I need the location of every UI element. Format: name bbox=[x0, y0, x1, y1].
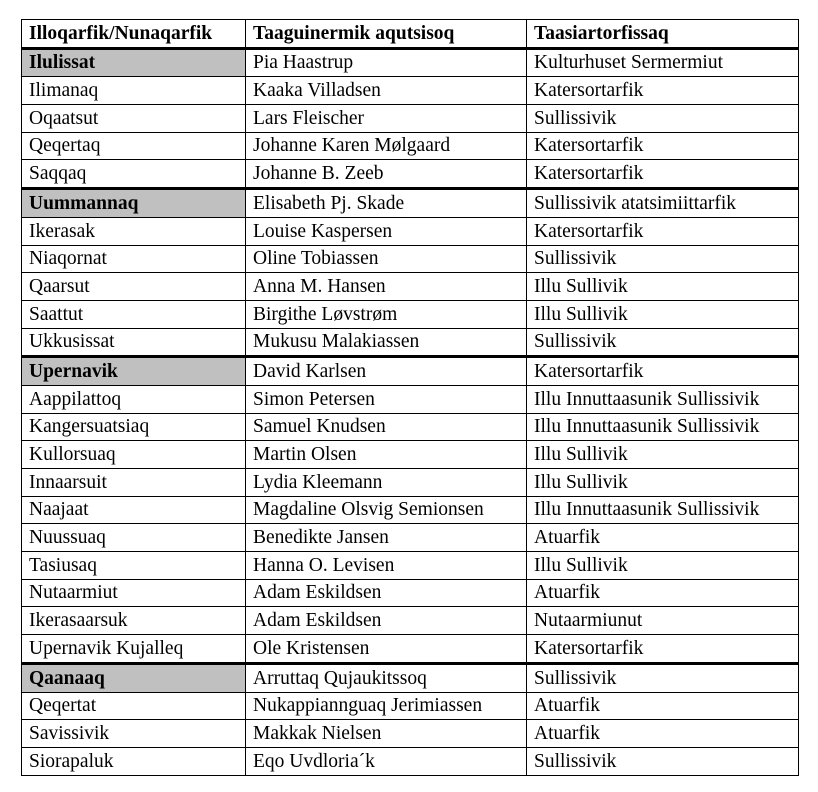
header-venue: Taasiartorfissaq bbox=[527, 20, 799, 49]
table-row bbox=[22, 441, 799, 469]
cell-person: Pia Haastrup bbox=[246, 48, 527, 77]
cell-place: Qeqertat bbox=[22, 692, 246, 720]
cell-venue: Kulturhuset Sermermiut bbox=[527, 48, 799, 77]
cell-place: Innaarsuit bbox=[22, 469, 246, 497]
table-row bbox=[22, 552, 799, 580]
table-row bbox=[22, 328, 799, 357]
table-row bbox=[22, 720, 799, 748]
cell-person: Adam Eskildsen bbox=[246, 607, 527, 635]
cell-venue: Illu Innuttaasunik Sullissivik bbox=[527, 413, 799, 441]
table-row-group bbox=[22, 48, 799, 77]
table-row bbox=[22, 635, 799, 664]
cell-person: Louise Kaspersen bbox=[246, 217, 527, 245]
table-row bbox=[22, 77, 799, 105]
table-row bbox=[22, 579, 799, 607]
cell-person: Martin Olsen bbox=[246, 441, 527, 469]
table-row bbox=[22, 413, 799, 441]
cell-place: Kullorsuaq bbox=[22, 441, 246, 469]
cell-venue: Katersortarfik bbox=[527, 132, 799, 160]
cell-place: Qeqertaq bbox=[22, 132, 246, 160]
cell-place: Qaanaaq bbox=[22, 663, 246, 692]
cell-place: Saqqaq bbox=[22, 160, 246, 189]
table-row bbox=[22, 607, 799, 635]
cell-person: Nukappiannguaq Jerimiassen bbox=[246, 692, 527, 720]
cell-venue: Sullissivik bbox=[527, 663, 799, 692]
table-row bbox=[22, 469, 799, 497]
cell-place: Upernavik bbox=[22, 357, 246, 386]
cell-person: Ole Kristensen bbox=[246, 635, 527, 664]
cell-venue: Sullissivik bbox=[527, 105, 799, 133]
cell-venue: Illu Innuttaasunik Sullissivik bbox=[527, 496, 799, 524]
cell-place: Tasiusaq bbox=[22, 552, 246, 580]
cell-place: Uummannaq bbox=[22, 189, 246, 218]
cell-venue: Katersortarfik bbox=[527, 160, 799, 189]
cell-venue: Illu Sullivik bbox=[527, 273, 799, 301]
schedule-table bbox=[21, 19, 799, 776]
table-row bbox=[22, 105, 799, 133]
cell-person: Magdaline Olsvig Semionsen bbox=[246, 496, 527, 524]
header-place: Illoqarfik/Nunaqarfik bbox=[22, 20, 246, 49]
cell-venue: Illu Innuttaasunik Sullissivik bbox=[527, 385, 799, 413]
cell-person: Hanna O. Levisen bbox=[246, 552, 527, 580]
cell-venue: Nutaarmiunut bbox=[527, 607, 799, 635]
cell-person: Johanne Karen Mølgaard bbox=[246, 132, 527, 160]
cell-person: Lars Fleischer bbox=[246, 105, 527, 133]
cell-venue: Katersortarfik bbox=[527, 217, 799, 245]
cell-venue: Illu Sullivik bbox=[527, 441, 799, 469]
cell-venue: Sullissivik bbox=[527, 747, 799, 775]
table-row bbox=[22, 132, 799, 160]
cell-place: Kangersuatsiaq bbox=[22, 413, 246, 441]
table-row-group bbox=[22, 357, 799, 386]
cell-person: Adam Eskildsen bbox=[246, 579, 527, 607]
cell-venue: Atuarfik bbox=[527, 720, 799, 748]
cell-place: Ilimanaq bbox=[22, 77, 246, 105]
table-row bbox=[22, 747, 799, 775]
header-row bbox=[22, 20, 799, 49]
cell-place: Nuussuaq bbox=[22, 524, 246, 552]
table-row bbox=[22, 300, 799, 328]
cell-venue: Illu Sullivik bbox=[527, 469, 799, 497]
table-row bbox=[22, 496, 799, 524]
cell-place: Aappilattoq bbox=[22, 385, 246, 413]
cell-person: Eqo Uvdloria´k bbox=[246, 747, 527, 775]
cell-venue: Atuarfik bbox=[527, 524, 799, 552]
cell-place: Naajaat bbox=[22, 496, 246, 524]
table-row bbox=[22, 217, 799, 245]
cell-person: Anna M. Hansen bbox=[246, 273, 527, 301]
cell-venue: Atuarfik bbox=[527, 579, 799, 607]
cell-venue: Katersortarfik bbox=[527, 635, 799, 664]
table-row bbox=[22, 385, 799, 413]
cell-person: Makkak Nielsen bbox=[246, 720, 527, 748]
cell-venue: Katersortarfik bbox=[527, 77, 799, 105]
cell-place: Oqaatsut bbox=[22, 105, 246, 133]
cell-person: David Karlsen bbox=[246, 357, 527, 386]
cell-person: Kaaka Villadsen bbox=[246, 77, 527, 105]
table-row bbox=[22, 273, 799, 301]
header-person: Taaguinermik aqutsisoq bbox=[246, 20, 527, 49]
table-row bbox=[22, 245, 799, 273]
table-row bbox=[22, 524, 799, 552]
table-row bbox=[22, 692, 799, 720]
cell-person: Oline Tobiassen bbox=[246, 245, 527, 273]
cell-person: Lydia Kleemann bbox=[246, 469, 527, 497]
cell-place: Siorapaluk bbox=[22, 747, 246, 775]
cell-place: Savissivik bbox=[22, 720, 246, 748]
cell-person: Samuel Knudsen bbox=[246, 413, 527, 441]
cell-place: Qaarsut bbox=[22, 273, 246, 301]
cell-venue: Atuarfik bbox=[527, 692, 799, 720]
table-row-group bbox=[22, 189, 799, 218]
cell-person: Mukusu Malakiassen bbox=[246, 328, 527, 357]
cell-person: Arruttaq Qujaukitssoq bbox=[246, 663, 527, 692]
cell-person: Simon Petersen bbox=[246, 385, 527, 413]
cell-place: Ikerasaarsuk bbox=[22, 607, 246, 635]
cell-place: Ikerasak bbox=[22, 217, 246, 245]
cell-person: Elisabeth Pj. Skade bbox=[246, 189, 527, 218]
cell-place: Niaqornat bbox=[22, 245, 246, 273]
cell-venue: Katersortarfik bbox=[527, 357, 799, 386]
table-row bbox=[22, 160, 799, 189]
cell-place: Ilulissat bbox=[22, 48, 246, 77]
cell-venue: Sullissivik atatsimiittarfik bbox=[527, 189, 799, 218]
cell-venue: Illu Sullivik bbox=[527, 552, 799, 580]
cell-venue: Illu Sullivik bbox=[527, 300, 799, 328]
cell-person: Johanne B. Zeeb bbox=[246, 160, 527, 189]
cell-place: Ukkusissat bbox=[22, 328, 246, 357]
cell-venue: Sullissivik bbox=[527, 245, 799, 273]
cell-person: Benedikte Jansen bbox=[246, 524, 527, 552]
cell-place: Upernavik Kujalleq bbox=[22, 635, 246, 664]
cell-person: Birgithe Løvstrøm bbox=[246, 300, 527, 328]
table-row-group bbox=[22, 663, 799, 692]
cell-venue: Sullissivik bbox=[527, 328, 799, 357]
cell-place: Saattut bbox=[22, 300, 246, 328]
cell-place: Nutaarmiut bbox=[22, 579, 246, 607]
